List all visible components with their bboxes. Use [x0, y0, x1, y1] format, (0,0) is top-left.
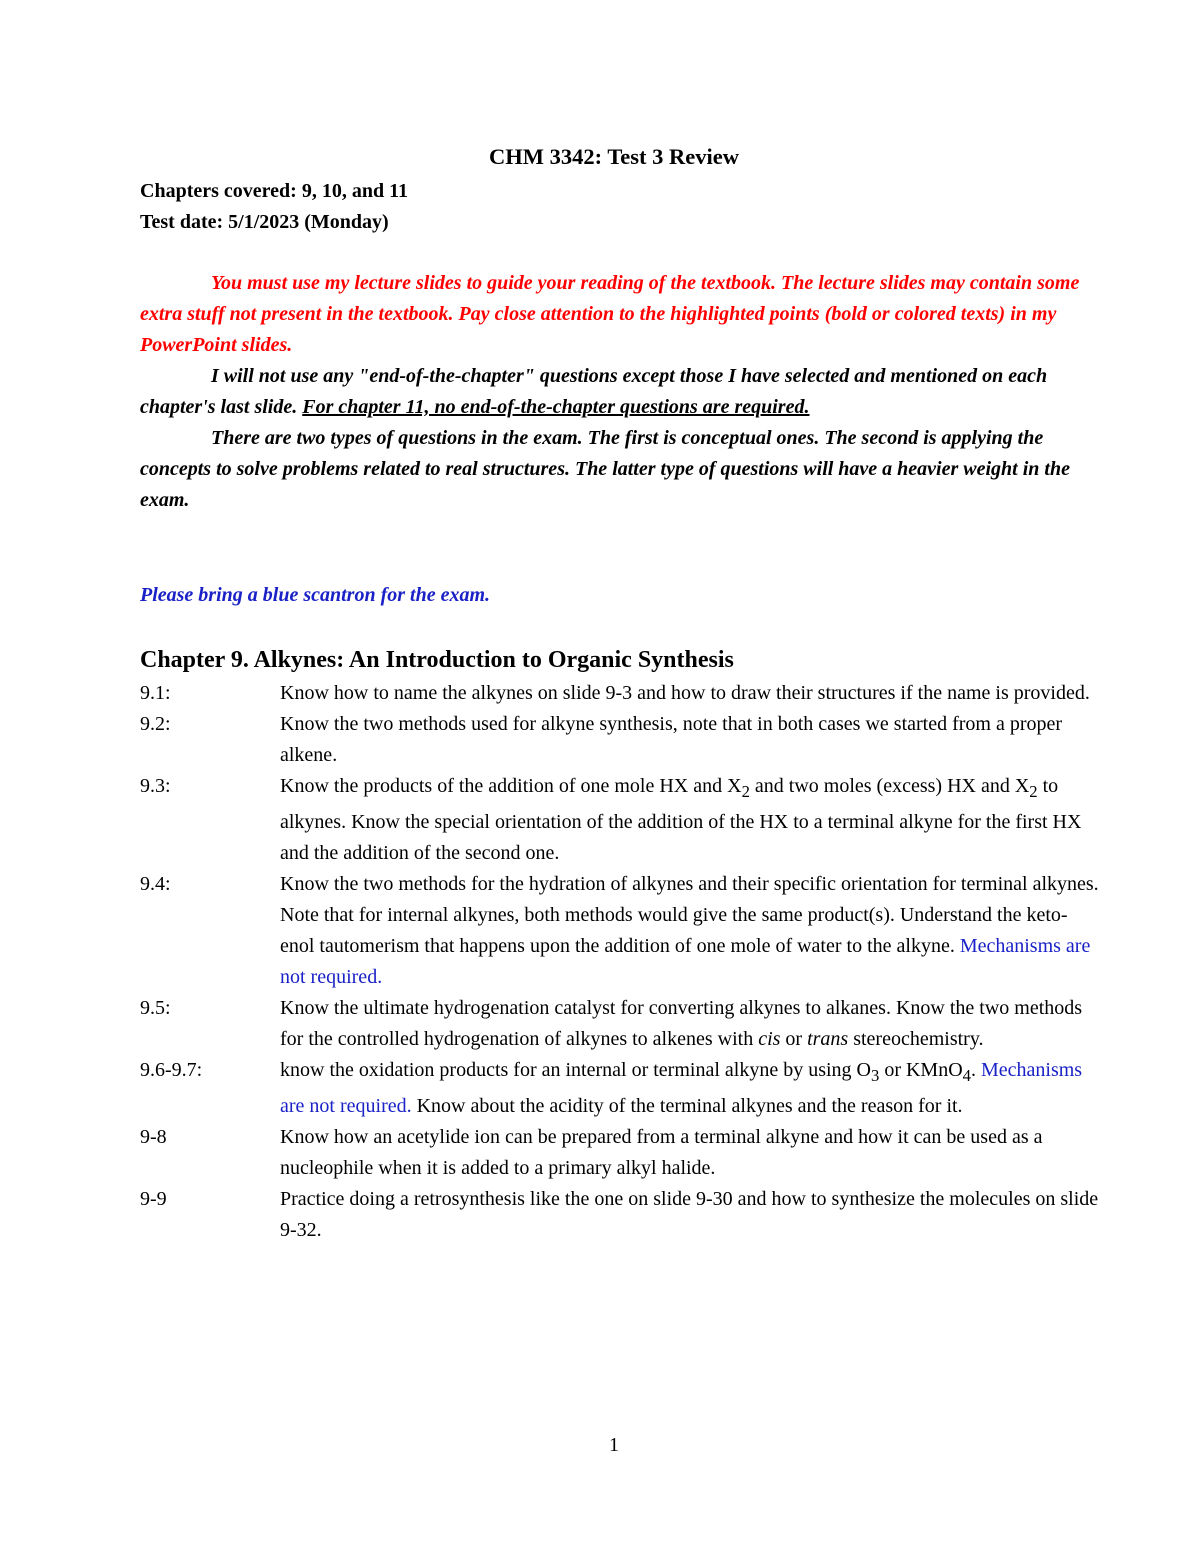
- page-title: CHM 3342: Test 3 Review: [489, 144, 739, 169]
- list-item: [140, 1122, 1100, 1184]
- section-number: 9-9: [140, 1188, 167, 1210]
- section-text: Know how to name the alkynes on slide 9-3 and how to draw their structures if the name is provided.: [280, 682, 1090, 704]
- section-number: 9.6-9.7:: [140, 1059, 203, 1081]
- text-segment: know the oxidation products for an internal or terminal alkyne by using O: [280, 1059, 871, 1081]
- section-text: Know the two methods used for alkyne synthesis, note that in both cases we started from a proper alkene.: [280, 713, 1063, 766]
- section-text: [280, 1055, 1100, 1122]
- list-item: [140, 869, 1100, 993]
- text-segment: Know about the acidity of the terminal alkynes and the reason for it.: [411, 1095, 963, 1117]
- subscript: 3: [870, 1066, 880, 1085]
- subscript: 4: [962, 1066, 971, 1085]
- list-item: [140, 1055, 1100, 1122]
- mechanisms-note: Mechanisms are not required.: [280, 1059, 1083, 1117]
- section-text: [280, 993, 1100, 1055]
- text-segment: to alkynes. Know the special orientation of the addition of the HX to a terminal alkyne for the first HX and the addition of the second one.: [280, 775, 1082, 864]
- section-number: 9.1:: [140, 682, 171, 704]
- text-segment: stereochemistry.: [848, 1028, 984, 1050]
- scantron-note: Please bring a blue scantron for the exam.: [140, 584, 491, 606]
- text-segment: Know the two methods for the hydration of alkynes and their specific orientation for terminal alkynes. Note that for internal alkynes, both methods would give the same product(s). Understand the keto-enol tautomerism that happens upon the addition of one mole of water to the alkyne.: [280, 873, 1099, 957]
- mechanisms-note: Mechanisms are not required.: [280, 935, 1091, 988]
- text-segment: .: [970, 1059, 981, 1081]
- text-segment: or: [780, 1028, 808, 1050]
- instruction-end-of-chapter: [140, 361, 1090, 423]
- italic-term: cis: [758, 1028, 781, 1050]
- page-number: 1: [609, 1434, 619, 1456]
- section-number: 9.5:: [140, 997, 171, 1019]
- instruction-question-types: There are two types of questions in the exam. The first is conceptual ones. The second is applying the concepts to solve problems related to real structures. The latter type of questions will have a heavier weight in the exam.: [140, 427, 1070, 511]
- list-item: [140, 678, 1100, 709]
- chapter9-items: [140, 678, 1100, 1246]
- text-segment: or KMnO: [879, 1059, 963, 1081]
- chapters-covered: Chapters covered: 9, 10, and 11: [140, 180, 408, 202]
- italic-term: trans: [807, 1028, 849, 1050]
- subscript: 2: [1029, 782, 1038, 801]
- instruction-lecture-slides: You must use my lecture slides to guide your reading of the textbook. The lecture slides may contain some extra stuff not present in the textbook. Pay close attention to the highlighted points (bold or colored texts) in my PowerPoint slides.: [140, 272, 1080, 356]
- section-number: 9.3:: [140, 775, 171, 797]
- text-segment: and two moles (excess) HX and X: [749, 775, 1030, 797]
- section-text: [280, 869, 1100, 993]
- list-item: [140, 709, 1100, 771]
- instruction-chapter11-note: For chapter 11, no end-of-the-chapter questions are required.: [302, 396, 810, 418]
- section-number: 9.4:: [140, 873, 171, 895]
- test-date: Test date: 5/1/2023 (Monday): [140, 211, 389, 233]
- section-text: [280, 771, 1100, 869]
- text-segment: Know the products of the addition of one mole HX and X: [280, 775, 742, 797]
- subscript: 2: [741, 782, 750, 801]
- list-item: [140, 771, 1100, 869]
- text-segment: Know the ultimate hydrogenation catalyst for converting alkynes to alkanes. Know the two methods for the controlled hydrogenation of alkynes to alkenes with: [280, 997, 1083, 1050]
- chapter9-heading: Chapter 9. Alkynes: An Introduction to Organic Synthesis: [140, 647, 734, 673]
- section-text: Know how an acetylide ion can be prepared from a terminal alkyne and how it can be used as a nucleophile when it is added to a primary alkyl halide.: [280, 1126, 1043, 1179]
- instruction-end-of-chapter-text: I will not use any "end-of-the-chapter" questions except those I have selected and mentioned on each chapter's last slide.: [140, 365, 1048, 418]
- list-item: [140, 993, 1100, 1055]
- list-item: [140, 1184, 1100, 1246]
- section-number: 9.2:: [140, 713, 171, 735]
- instructions: [140, 268, 1090, 516]
- section-number: 9-8: [140, 1126, 167, 1148]
- section-text: Practice doing a retrosynthesis like the one on slide 9-30 and how to synthesize the molecules on slide 9-32.: [280, 1188, 1099, 1241]
